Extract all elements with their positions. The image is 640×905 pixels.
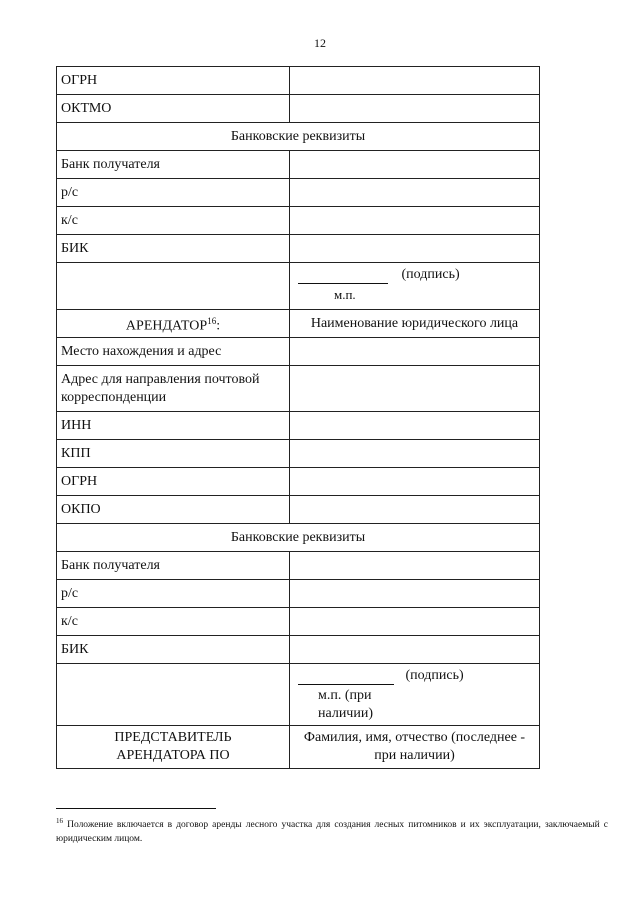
row-label-ks-1: к/с (57, 207, 290, 235)
row-value-ks-2[interactable] (290, 608, 540, 636)
table-row (57, 151, 540, 179)
footnote-number: 16 (56, 817, 63, 825)
footnote-text: Положение включается в договор аренды лесного участка для создания лесных питомников и их эксплуатации, заключаемый с юридическим лицом. (56, 820, 608, 845)
signature-cell-2 (290, 664, 540, 726)
table-row (57, 580, 540, 608)
representative-title (57, 726, 290, 769)
row-label-bik-1: БИК (57, 235, 290, 263)
table-row (57, 468, 540, 496)
signature-label-2: (подпись) (405, 667, 464, 683)
row-label-bik-2: БИК (57, 636, 290, 664)
tenant-title (57, 310, 290, 338)
table-row (57, 524, 540, 552)
table-row (57, 310, 540, 338)
row-value-ogrn-tenant[interactable] (290, 468, 540, 496)
row-label-ogrn-tenant: ОГРН (57, 468, 290, 496)
footnote-divider (56, 808, 216, 809)
table-row (57, 123, 540, 151)
tenant-title-text: АРЕНДАТОР (125, 318, 208, 334)
requisites-table (56, 66, 540, 769)
tenant-title-colon: : (216, 318, 221, 334)
row-value-postal-address[interactable] (290, 366, 540, 412)
row-label-ogrn-top: ОГРН (57, 67, 290, 95)
row-label-location: Место нахождения и адрес (57, 338, 290, 366)
table-row (57, 664, 540, 726)
row-value-inn[interactable] (290, 412, 540, 440)
table-row (57, 366, 540, 412)
footnote (56, 814, 608, 846)
signature-line-2[interactable] (298, 672, 394, 685)
stamp-label-2-line1: м.п. (при (318, 687, 372, 703)
signature-label-1: (подпись) (401, 267, 460, 282)
row-value-rs-1[interactable] (290, 179, 540, 207)
stamp-label-2-line2: наличии) (318, 705, 373, 721)
table-row (57, 440, 540, 468)
row-value-location[interactable] (290, 338, 540, 366)
representative-title-line2: АРЕНДАТОРА ПО (116, 748, 230, 763)
row-label-oktmo: ОКТМО (57, 95, 290, 123)
row-label-okpo: ОКПО (57, 496, 290, 524)
representative-name-line1: Фамилия, имя, отчество (последнее - (303, 730, 526, 745)
row-label-ks-2: к/с (57, 608, 290, 636)
row-value-rs-2[interactable] (290, 580, 540, 608)
signature-empty-cell-1 (57, 263, 290, 310)
row-label-bank-1: Банк получателя (57, 151, 290, 179)
table-row (57, 179, 540, 207)
bank-requisites-header-1: Банковские реквизиты (57, 123, 540, 151)
row-value-oktmo[interactable] (290, 95, 540, 123)
signature-cell-1 (290, 263, 540, 310)
row-value-ogrn-top[interactable] (290, 67, 540, 95)
row-value-bank-2[interactable] (290, 552, 540, 580)
representative-title-line1: ПРЕДСТАВИТЕЛЬ (114, 730, 232, 745)
table-row (57, 235, 540, 263)
table-row (57, 207, 540, 235)
representative-name-label (290, 726, 540, 769)
table-row (57, 412, 540, 440)
row-label-rs-2: р/с (57, 580, 290, 608)
page-number: 12 (314, 36, 326, 50)
row-label-inn: ИНН (57, 412, 290, 440)
row-value-bik-2[interactable] (290, 636, 540, 664)
row-value-bik-1[interactable] (290, 235, 540, 263)
table-row (57, 636, 540, 664)
row-label-rs-1: р/с (57, 179, 290, 207)
row-value-kpp[interactable] (290, 440, 540, 468)
row-label-postal-address: Адрес для направления почтовой корреспонденции (57, 366, 290, 412)
table-row (57, 263, 540, 310)
bank-requisites-header-2: Банковские реквизиты (57, 524, 540, 552)
tenant-entity-label: Наименование юридического лица (290, 310, 540, 338)
table-row (57, 608, 540, 636)
row-value-bank-1[interactable] (290, 151, 540, 179)
table-row (57, 67, 540, 95)
table-row (57, 338, 540, 366)
row-value-okpo[interactable] (290, 496, 540, 524)
row-value-ks-1[interactable] (290, 207, 540, 235)
signature-empty-cell-2 (57, 664, 290, 726)
footnote-ref-16: 16 (207, 315, 217, 326)
table-row (57, 552, 540, 580)
signature-line-1[interactable] (298, 271, 388, 284)
representative-name-line2: при наличии) (374, 748, 455, 763)
table-row (57, 496, 540, 524)
row-label-bank-2: Банк получателя (57, 552, 290, 580)
table-row (57, 726, 540, 769)
stamp-label-1: м.п. (334, 287, 356, 302)
row-label-kpp: КПП (57, 440, 290, 468)
table-row (57, 95, 540, 123)
